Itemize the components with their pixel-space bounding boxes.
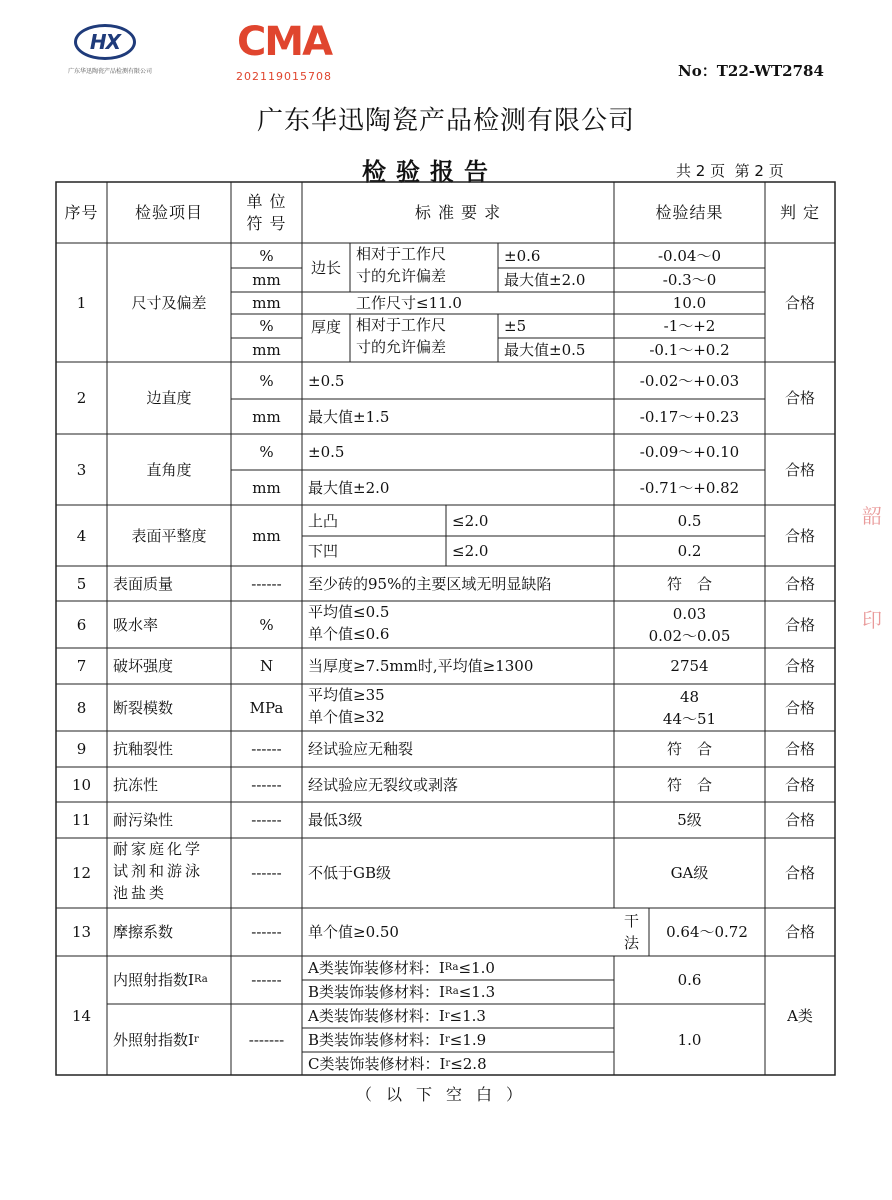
row13-judge: 合格 bbox=[784, 923, 815, 941]
row2-std2: 最大值±1.5 bbox=[308, 407, 390, 426]
row1-edge-label: 边长 bbox=[310, 258, 341, 277]
row4-judge: 合格 bbox=[784, 526, 815, 545]
row1-edge-v2: 最大值±2.0 bbox=[504, 271, 586, 289]
row4-name: 表面平整度 bbox=[131, 526, 207, 545]
row1-judge: 合格 bbox=[784, 293, 815, 312]
row1-result1: -0.04～0 bbox=[657, 246, 721, 265]
row8-std-l1: 平均值≥35 bbox=[308, 686, 385, 704]
row9-std: 经试验应无釉裂 bbox=[308, 740, 414, 758]
row2-result1: -0.02～+0.03 bbox=[639, 371, 740, 390]
row1-unit3: mm bbox=[252, 294, 281, 312]
row14-name-a bbox=[107, 956, 231, 1004]
row14-result-b: 1.0 bbox=[677, 1030, 702, 1049]
row1-thick-desc bbox=[350, 314, 498, 362]
row14-std-a2-post: ≤1.3 bbox=[458, 983, 496, 1001]
row14-name-b-sub: r bbox=[193, 1033, 199, 1045]
row14-no: 14 bbox=[71, 1006, 92, 1025]
margin-stamp-top: 韶 bbox=[862, 504, 882, 528]
row10-judge: 合格 bbox=[784, 775, 815, 794]
row8-judge: 合格 bbox=[784, 698, 815, 717]
row14-std-b1 bbox=[302, 1004, 614, 1028]
company-name: 广东华迅陶瓷产品检测有限公司 bbox=[256, 106, 635, 136]
row14-std-a2-sub: Ra bbox=[444, 986, 459, 997]
row4-no: 4 bbox=[76, 526, 87, 545]
col-header-unit bbox=[231, 182, 302, 243]
row5-no: 5 bbox=[76, 574, 87, 593]
row4-std1-label: 上凸 bbox=[308, 511, 339, 530]
row8-name: 断裂模数 bbox=[113, 698, 174, 717]
row4-unit: mm bbox=[252, 526, 281, 545]
row3-result2: -0.71～+0.82 bbox=[639, 478, 740, 497]
hx-logo-caption: 广东华迅陶瓷产品检测有限公司 bbox=[68, 68, 153, 75]
row1-unit5: mm bbox=[252, 341, 281, 359]
row12-result: GA级 bbox=[670, 864, 709, 882]
row4-std1-value: ≤2.0 bbox=[452, 511, 489, 530]
row3-std1: ±0.5 bbox=[308, 443, 345, 461]
row11-no: 11 bbox=[71, 811, 92, 829]
row11-result: 5级 bbox=[677, 811, 702, 829]
row6-unit: % bbox=[259, 615, 274, 634]
col-header-seq: 序号 bbox=[64, 202, 99, 222]
row3-name: 直角度 bbox=[146, 460, 192, 479]
row1-edge-desc-l2: 寸的允许偏差 bbox=[356, 267, 447, 285]
row5-unit: ------ bbox=[251, 574, 282, 593]
row5-judge: 合格 bbox=[784, 574, 815, 593]
row11-std: 最低3级 bbox=[308, 811, 363, 829]
row14-std-a1-post: ≤1.0 bbox=[458, 959, 495, 977]
row13-no: 13 bbox=[71, 923, 92, 941]
row14-std-a2 bbox=[302, 980, 614, 1004]
row1-edge-desc bbox=[350, 243, 498, 292]
row2-judge: 合格 bbox=[784, 389, 815, 407]
row13-condition-l2: 法 bbox=[623, 934, 639, 952]
row1-result4: -1～+2 bbox=[663, 317, 716, 335]
row3-judge: 合格 bbox=[784, 460, 815, 479]
row2-unit2: mm bbox=[252, 407, 281, 426]
col-header-unit-line2: 符 号 bbox=[246, 213, 287, 233]
row14-std-a2-pre: B类装饰装修材料：I bbox=[308, 983, 445, 1001]
row1-unit4: % bbox=[259, 317, 274, 335]
row13-unit: ------ bbox=[251, 923, 282, 941]
row1-result5: -0.1～+0.2 bbox=[649, 341, 730, 359]
row1-edge-v1: ±0.6 bbox=[504, 246, 541, 265]
row13-condition-l1: 干 bbox=[623, 912, 639, 930]
row14-judge: A类 bbox=[787, 1006, 813, 1025]
blank-below-note: （以下空白） bbox=[355, 1085, 536, 1104]
row12-name bbox=[107, 838, 231, 908]
row8-std-l2: 单个值≥32 bbox=[308, 708, 385, 726]
row9-result: 符 合 bbox=[666, 740, 712, 758]
row3-result1: -0.09～+0.10 bbox=[639, 443, 740, 461]
row10-unit: ------ bbox=[251, 775, 282, 794]
row6-no: 6 bbox=[76, 615, 87, 634]
row6-result bbox=[614, 601, 765, 648]
row14-std-b3-sub: r bbox=[445, 1057, 451, 1069]
row14-std-b2-sub: r bbox=[444, 1034, 450, 1045]
row4-std2-value: ≤2.0 bbox=[452, 542, 489, 560]
row14-name-a-sub: Ra bbox=[193, 974, 208, 985]
row2-no: 2 bbox=[76, 389, 87, 407]
row1-result3: 10.0 bbox=[672, 294, 707, 312]
col-header-judge: 判 定 bbox=[779, 202, 821, 222]
row14-result-a: 0.6 bbox=[677, 971, 702, 989]
col-header-standard: 标 准 要 求 bbox=[414, 202, 502, 222]
row14-name-b bbox=[107, 1004, 231, 1075]
cma-letters: CMA bbox=[236, 19, 332, 65]
row14-std-b3-post: ≤2.8 bbox=[450, 1054, 487, 1073]
row8-no: 8 bbox=[76, 698, 87, 717]
row1-no: 1 bbox=[76, 293, 87, 312]
col-header-result: 检验结果 bbox=[655, 202, 724, 222]
row5-result: 符 合 bbox=[666, 574, 712, 593]
row1-result2: -0.3～0 bbox=[662, 271, 717, 289]
row1-name: 尺寸及偏差 bbox=[131, 293, 207, 312]
row13-std: 单个值≥0.50 bbox=[308, 923, 399, 941]
row11-name: 耐污染性 bbox=[113, 811, 174, 829]
row6-judge: 合格 bbox=[784, 615, 815, 634]
row12-unit: ------ bbox=[251, 864, 282, 882]
row1-thick-v1: ±5 bbox=[504, 317, 527, 335]
row14-name-b-text: 外照射指数I bbox=[113, 1030, 194, 1049]
row13-condition bbox=[614, 908, 649, 956]
row14-unit-b: ------- bbox=[248, 1030, 285, 1049]
row12-name-l1: 耐家庭化学 bbox=[113, 840, 204, 858]
row14-std-a1-pre: A类装饰装修材料：I bbox=[308, 959, 445, 977]
row11-judge: 合格 bbox=[784, 811, 815, 829]
row14-name-a-text: 内照射指数I bbox=[113, 971, 194, 989]
row14-std-b1-pre: A类装饰装修材料：I bbox=[308, 1007, 445, 1025]
row1-thick-desc-l2: 寸的允许偏差 bbox=[356, 338, 447, 356]
row14-std-b3 bbox=[302, 1052, 614, 1075]
row9-judge: 合格 bbox=[784, 740, 815, 758]
row12-std: 不低于GB级 bbox=[308, 864, 392, 882]
row1-thick-desc-l1: 相对于工作尺 bbox=[356, 316, 447, 334]
row7-judge: 合格 bbox=[784, 657, 815, 675]
row1-work-size: 工作尺寸≤11.0 bbox=[356, 294, 462, 312]
row14-std-b2-post: ≤1.9 bbox=[449, 1031, 487, 1049]
row6-result-l1: 0.03 bbox=[672, 604, 707, 623]
row7-result: 2754 bbox=[670, 657, 709, 675]
row10-std: 经试验应无裂纹或剥落 bbox=[308, 775, 459, 794]
row6-std bbox=[302, 601, 614, 648]
row10-result: 符 合 bbox=[666, 775, 712, 794]
row14-std-a1-sub: Ra bbox=[444, 962, 459, 973]
row6-std-l1: 平均值≤0.5 bbox=[308, 603, 390, 621]
row14-std-b2-pre: B类装饰装修材料：I bbox=[308, 1031, 445, 1049]
row8-std bbox=[302, 684, 614, 731]
row12-name-l2: 试剂和游泳 bbox=[113, 862, 204, 880]
row1-thick-label: 厚度 bbox=[310, 318, 341, 336]
row5-std: 至少砖的95%的主要区域无明显缺陷 bbox=[308, 574, 552, 593]
row14-std-b2 bbox=[302, 1028, 614, 1052]
row14-unit-a: ------ bbox=[251, 971, 282, 989]
row5-name: 表面质量 bbox=[113, 574, 174, 593]
row9-no: 9 bbox=[76, 740, 87, 758]
row2-result2: -0.17～+0.23 bbox=[639, 407, 740, 426]
cma-number: 202119015708 bbox=[236, 70, 332, 83]
margin-stamp-bottom: 印 bbox=[862, 608, 882, 632]
row6-result-l2: 0.02～0.05 bbox=[648, 626, 731, 645]
pages-total: 共 2 页 bbox=[676, 162, 726, 180]
row3-unit2: mm bbox=[252, 478, 281, 497]
row10-no: 10 bbox=[71, 775, 92, 794]
row12-no: 12 bbox=[71, 864, 92, 882]
col-header-item: 检验项目 bbox=[134, 202, 203, 222]
row8-result-l1: 48 bbox=[679, 687, 700, 706]
row8-result-l2: 44～51 bbox=[662, 709, 717, 728]
row2-name: 边直度 bbox=[146, 389, 192, 407]
row14-std-b1-post: ≤1.3 bbox=[449, 1007, 486, 1025]
row3-std2: 最大值±2.0 bbox=[308, 478, 390, 497]
row14-std-b3-pre: C类装饰装修材料：I bbox=[308, 1054, 446, 1073]
row1-thick-v2: 最大值±0.5 bbox=[504, 341, 586, 359]
row6-name: 吸水率 bbox=[113, 615, 159, 634]
row14-std-a1 bbox=[302, 956, 614, 980]
hx-logo-mark: HX bbox=[74, 24, 136, 60]
row10-name: 抗冻性 bbox=[113, 775, 159, 794]
row4-std2-label: 下凹 bbox=[308, 542, 339, 560]
row3-unit1: % bbox=[259, 443, 274, 461]
row7-unit: N bbox=[259, 657, 274, 675]
row13-name: 摩擦系数 bbox=[113, 923, 174, 941]
row9-unit: ------ bbox=[251, 740, 282, 758]
report-title: 检验报告 bbox=[362, 158, 498, 186]
pages-current: 第 2 页 bbox=[734, 162, 784, 180]
row12-judge: 合格 bbox=[784, 864, 815, 882]
row12-name-l3: 池盐类 bbox=[113, 884, 168, 902]
row14-std-b1-sub: r bbox=[444, 1010, 450, 1021]
row1-unit1: % bbox=[259, 246, 274, 265]
row4-result1: 0.5 bbox=[677, 511, 702, 530]
row8-result bbox=[614, 684, 765, 731]
row2-std1: ±0.5 bbox=[308, 371, 345, 390]
document-number: No：T22-WT2784 bbox=[678, 62, 824, 80]
row11-unit: ------ bbox=[251, 811, 282, 829]
row7-no: 7 bbox=[76, 657, 87, 675]
row1-unit2: mm bbox=[252, 271, 281, 289]
col-header-unit-line1: 单 位 bbox=[246, 191, 287, 211]
row6-std-l2: 单个值≤0.6 bbox=[308, 625, 390, 643]
row1-edge-desc-l1: 相对于工作尺 bbox=[356, 245, 447, 263]
row8-unit: MPa bbox=[249, 698, 284, 717]
row3-no: 3 bbox=[76, 460, 87, 479]
row9-name: 抗釉裂性 bbox=[113, 740, 174, 758]
row7-std: 当厚度≥7.5mm时,平均值≥1300 bbox=[308, 657, 534, 675]
row4-result2: 0.2 bbox=[677, 542, 702, 560]
row13-result: 0.64～0.72 bbox=[666, 923, 748, 941]
row7-name: 破坏强度 bbox=[113, 657, 174, 675]
row2-unit1: % bbox=[259, 371, 274, 390]
